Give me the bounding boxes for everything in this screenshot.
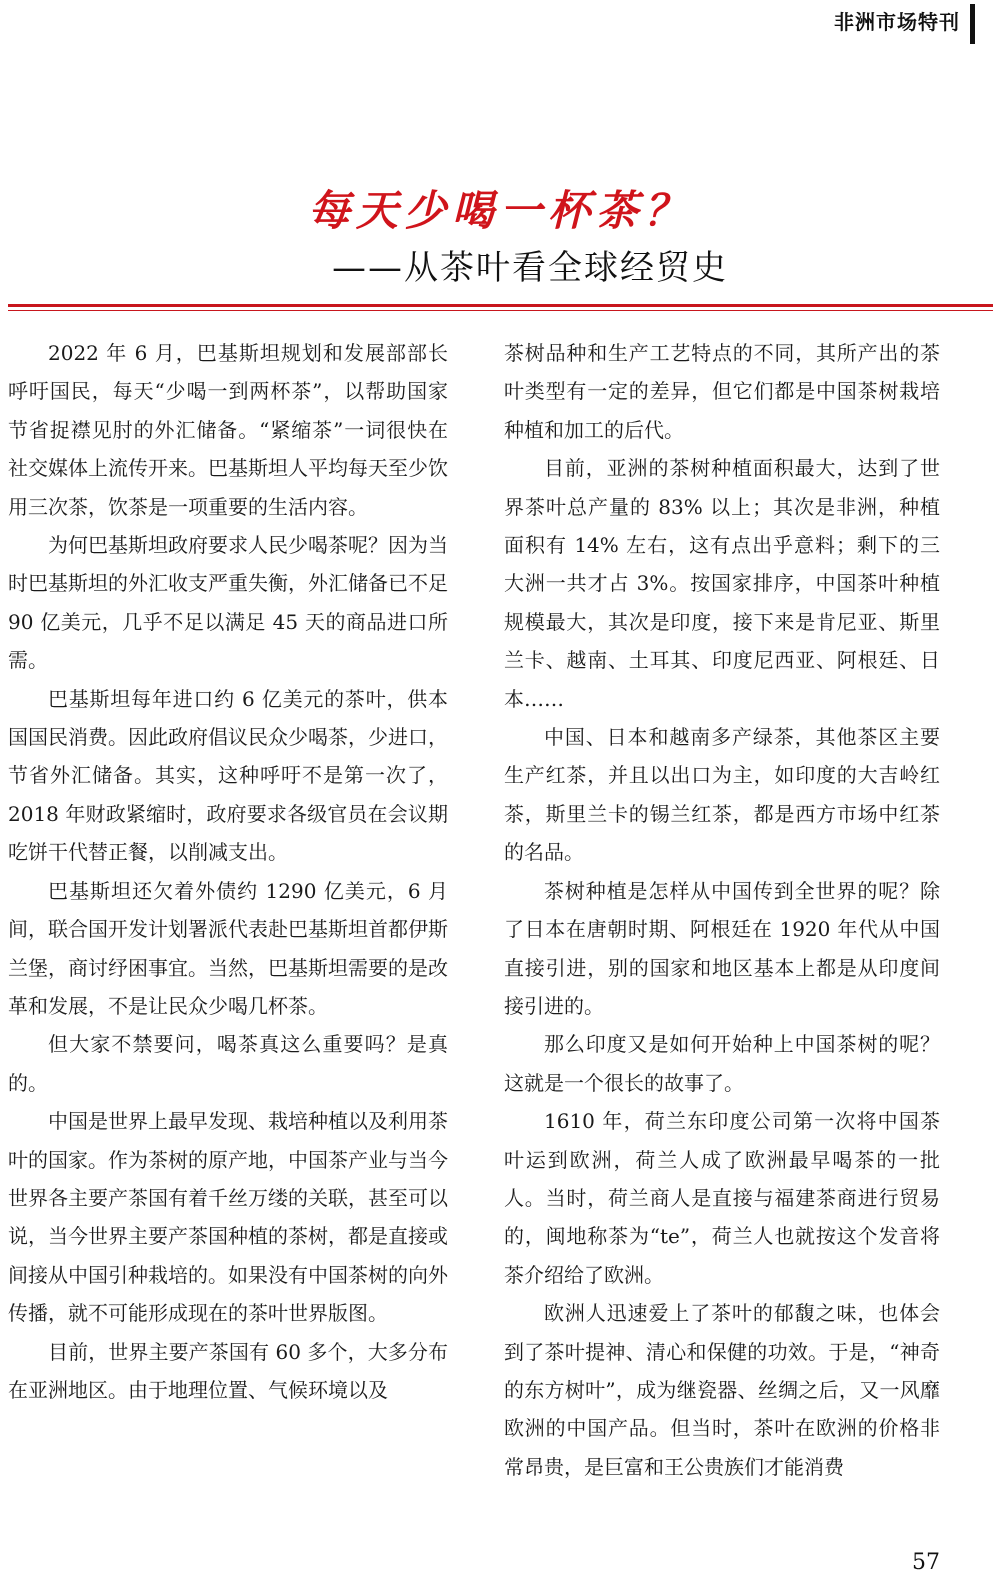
- paragraph: 茶树种植是怎样从中国传到全世界的呢？除了日本在唐朝时期、阿根廷在 1920 年代从中国直接引进，别的国家和地区基本上都是从印度间接引进的。: [504, 878, 940, 1018]
- paragraph: 1610 年，荷兰东印度公司第一次将中国茶叶运到欧洲，荷兰人成了欧洲最早喝茶的一批人。当时，荷兰商人是直接与福建茶商进行贸易的，闽地称茶为“te”，荷兰人也就按这个发音将茶介绍给了欧洲。: [504, 1109, 940, 1287]
- article-column-left: [8, 334, 448, 1409]
- paragraph: 中国、日本和越南多产绿茶，其他茶区主要生产红茶，并且以出口为主，如印度的大吉岭红茶，斯里兰卡的锡兰红茶，都是西方市场中红茶的名品。: [504, 725, 940, 865]
- paragraph-continuation: 茶树品种和生产工艺特点的不同，其所产出的茶叶类型有一定的差异，但它们都是中国茶树栽培种植和加工的后代。: [504, 341, 940, 442]
- page-number: 57: [912, 1550, 940, 1575]
- paragraph: 巴基斯坦每年进口约 6 亿美元的茶叶，供本国国民消费。因此政府倡议民众少喝茶，少进口，节省外汇储备。其实，这种呼吁不是第一次了，2018 年财政紧缩时，政府要求各级官员在会议期吃饼干代替正餐，以削减支出。: [8, 686, 448, 865]
- header-divider-bar: [970, 4, 975, 44]
- paragraph: 巴基斯坦还欠着外债约 1290 亿美元，6 月间，联合国开发计划署派代表赴巴基斯坦首都伊斯兰堡，商讨纾困事宜。当然，巴基斯坦需要的是改革和发展，不是让民众少喝几杯茶。: [8, 878, 448, 1018]
- title-rule-thin: [8, 310, 993, 311]
- paragraph: 欧洲人迅速爱上了茶叶的郁馥之味，也体会到了茶叶提神、清心和保健的功效。于是，“神奇的东方树叶”，成为继瓷器、丝绸之后，又一风靡欧洲的中国产品。但当时，茶叶在欧洲的价格非常昂贵，是巨富和王公贵族们才能消费: [504, 1301, 940, 1479]
- article-column-right: [504, 334, 940, 1486]
- paragraph: 目前，亚洲的茶树种植面积最大，达到了世界茶叶总产量的 83% 以上；其次是非洲，种植面积有 14% 左右，这有点出乎意料；剩下的三大洲一共才占 3%。按国家排序，中国茶叶种植规模最大，其次是印度，接下来是肯尼亚、斯里兰卡、越南、土耳其、印度尼西亚、阿根廷、日本……: [504, 456, 940, 711]
- page-header: [0, 0, 1000, 44]
- paragraph: 2022 年 6 月，巴基斯坦规划和发展部部长呼吁国民，每天“少喝一到两杯茶”，以帮助国家节省捉襟见肘的外汇储备。“紧缩茶”一词很快在社交媒体上流传开来。巴基斯坦人平均每天至少饮用三次茶，饮茶是一项重要的生活内容。: [8, 341, 448, 519]
- paragraph: 那么印度又是如何开始种上中国茶树的呢？这就是一个很长的故事了。: [504, 1032, 940, 1095]
- paragraph: 目前，世界主要产茶国有 60 多个，大多分布在亚洲地区。由于地理位置、气候环境以及: [8, 1339, 448, 1402]
- title-rule-thick: [8, 304, 993, 307]
- paragraph: 为何巴基斯坦政府要求人民少喝茶呢？因为当时巴基斯坦的外汇收支严重失衡，外汇储备已不足 90 亿美元，几乎不足以满足 45 天的商品进口所需。: [8, 533, 448, 673]
- article-title: 每天少喝一杯茶？: [307, 186, 692, 235]
- article-subtitle: ——从茶叶看全球经贸史: [332, 248, 728, 288]
- paragraph: 但大家不禁要问，喝茶真这么重要吗？是真的。: [8, 1032, 448, 1095]
- magazine-section-title: 非洲市场特刊: [834, 10, 960, 34]
- paragraph: 中国是世界上最早发现、栽培种植以及利用茶叶的国家。作为茶树的原产地，中国茶产业与当今世界各主要产茶国有着千丝万缕的关联，甚至可以说，当今世界主要产茶国种植的茶树，都是直接或间接从中国引种栽培的。如果没有中国茶树的向外传播，就不可能形成现在的茶叶世界版图。: [8, 1109, 448, 1326]
